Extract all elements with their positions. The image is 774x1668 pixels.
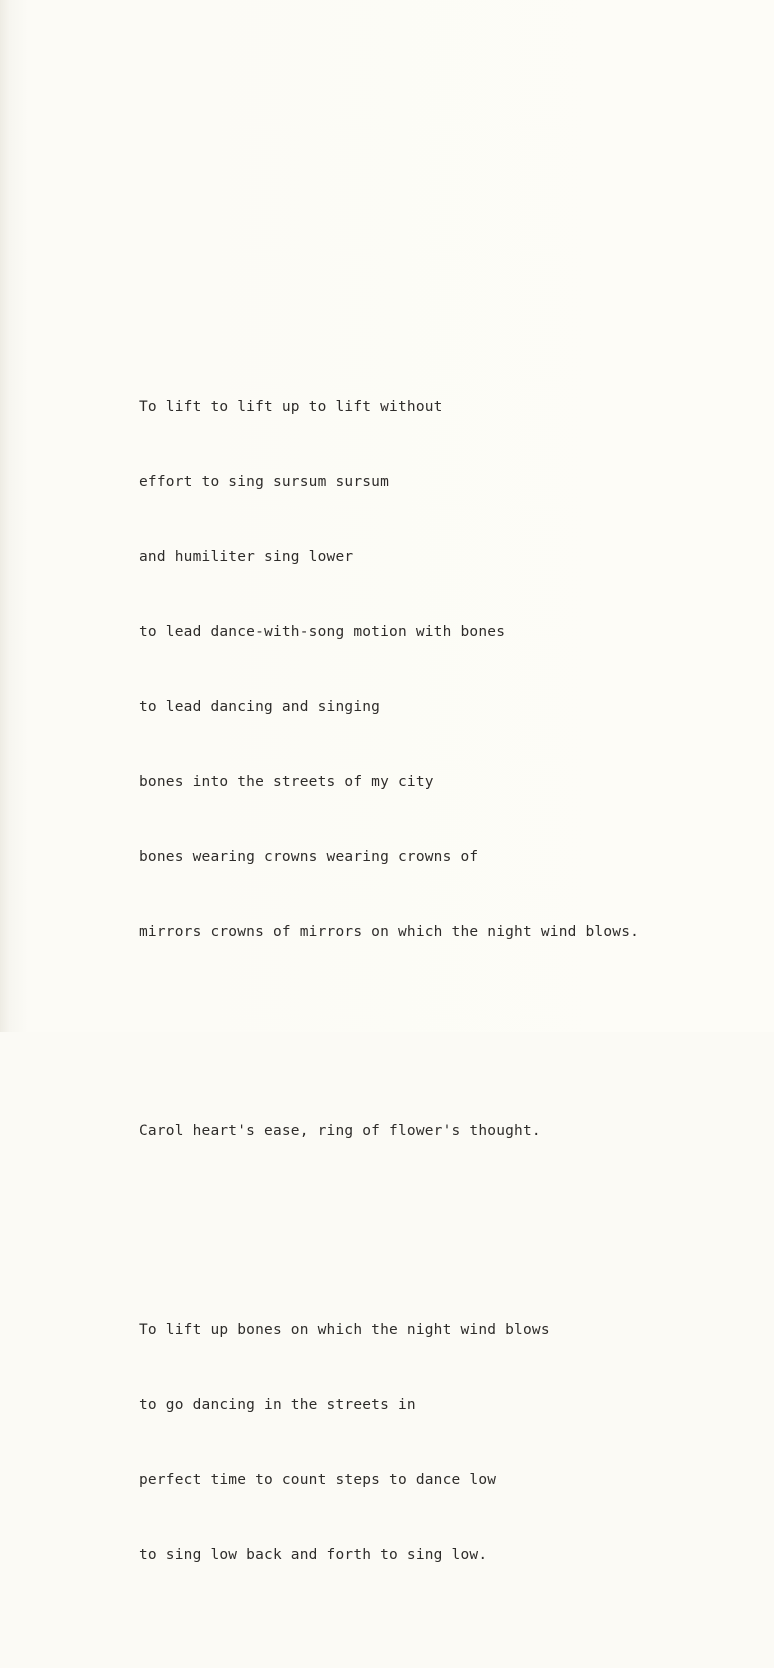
- poem-line: to sing low back and forth to sing low.: [139, 1547, 488, 1563]
- poem-line: to lead dancing and singing: [139, 699, 381, 715]
- poem-line: To lift up bones on which the night wind blows: [139, 1322, 550, 1338]
- poem-line: mirrors crowns of mirrors on which the night wind blows.: [139, 924, 640, 940]
- poem-line: bones wearing crowns wearing crowns of: [139, 849, 479, 865]
- poem-line: to go dancing in the streets in: [139, 1397, 416, 1413]
- poem: [139, 295, 639, 1668]
- stanza-2: [139, 1069, 639, 1194]
- poem-line: perfect time to count steps to dance low: [139, 1472, 497, 1488]
- poem-line: to lead dance-with-song motion with bones: [139, 624, 506, 640]
- poem-line: effort to sing sursum sursum: [139, 474, 390, 490]
- poem-line: Carol heart's ease, ring of flower's thought.: [139, 1123, 541, 1139]
- poem-line: To lift to lift up to lift without: [139, 399, 443, 415]
- stanza-1: [139, 345, 639, 995]
- poem-line: bones into the streets of my city: [139, 774, 434, 790]
- stanza-3: [139, 1268, 639, 1618]
- poem-line: and humiliter sing lower: [139, 549, 354, 565]
